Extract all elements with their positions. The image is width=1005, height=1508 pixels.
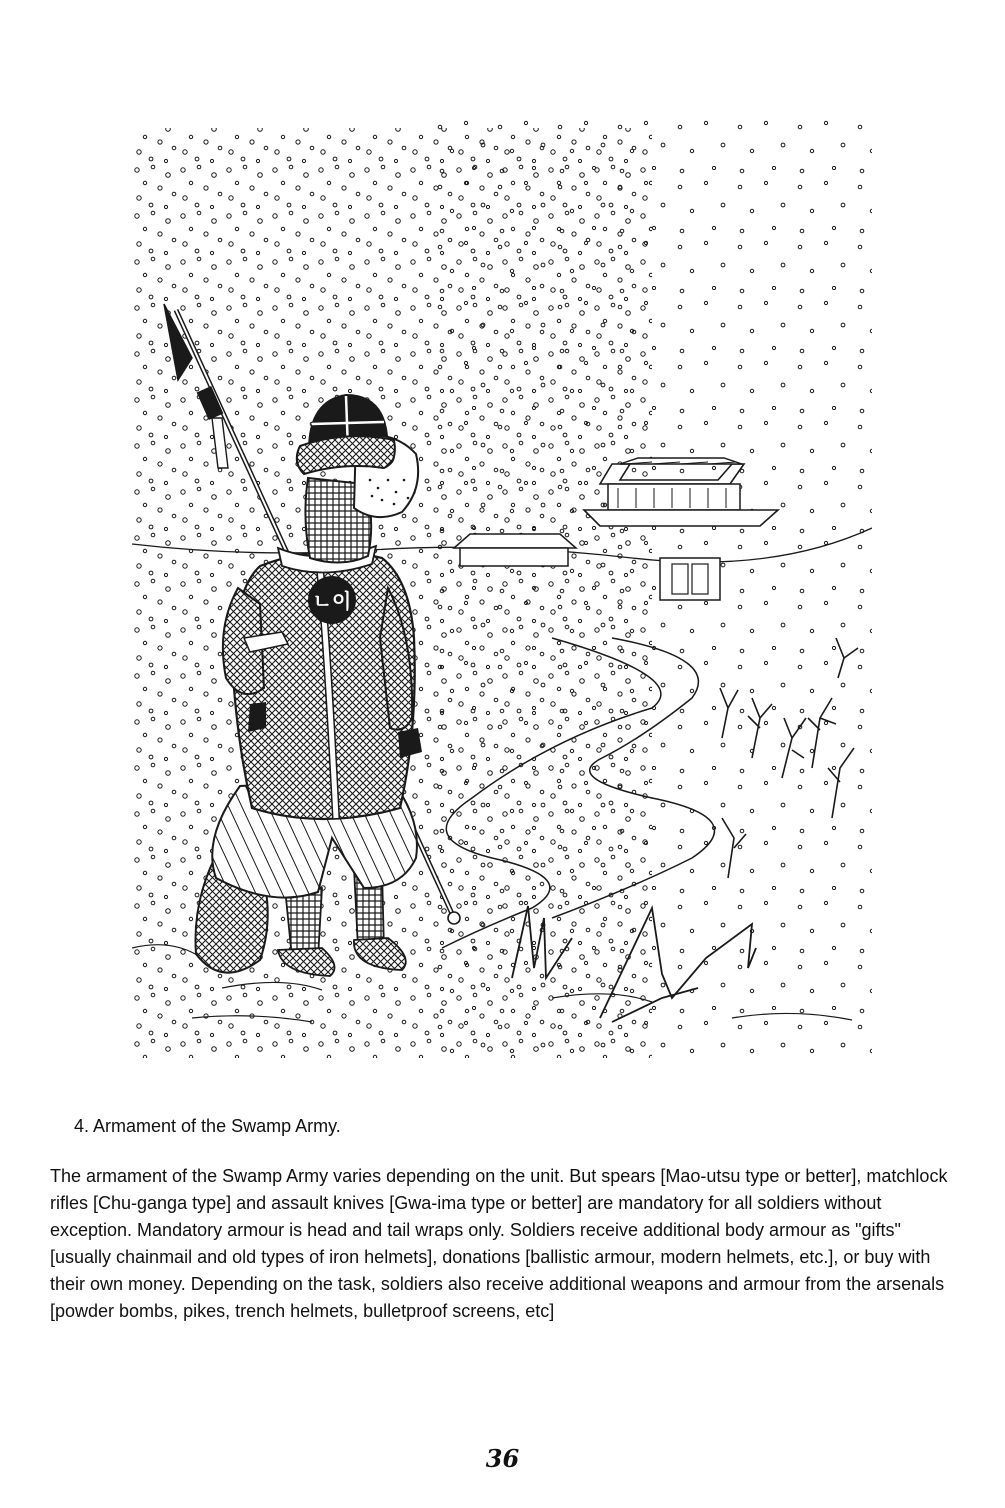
body-paragraph: The armament of the Swamp Army varies depending on the unit. But spears [Mao-utsu type or better], matchlock rifles [Chu-ganga type] and assault knives [Gwa-ima type or better] are mandatory for all soldiers without exception. Mandatory armour is head and tail wraps only. Soldiers receive additional body armour as "gifts" [usually chainmail and old types of iron helmets], donations [ballistic armour, modern helmets, etc.], or buy with their own money. Depending on the task, soldiers also receive additional weapons and armour from the arsenals [powder bombs, pikes, trench helmets, bulletproof screens, etc] bbox=[50, 1166, 948, 1321]
snowfall-right bbox=[432, 118, 872, 1063]
small-house bbox=[454, 534, 576, 566]
page-number: 36 bbox=[485, 1444, 520, 1473]
emblem-glyph: ㄴ이 bbox=[312, 589, 352, 613]
illustration-canvas bbox=[132, 118, 872, 1063]
soldier-illustration bbox=[132, 118, 872, 1063]
left-glove bbox=[248, 702, 266, 732]
figure-caption: 4. Armament of the Swamp Army. bbox=[74, 1116, 341, 1136]
chest-emblem bbox=[308, 576, 356, 624]
